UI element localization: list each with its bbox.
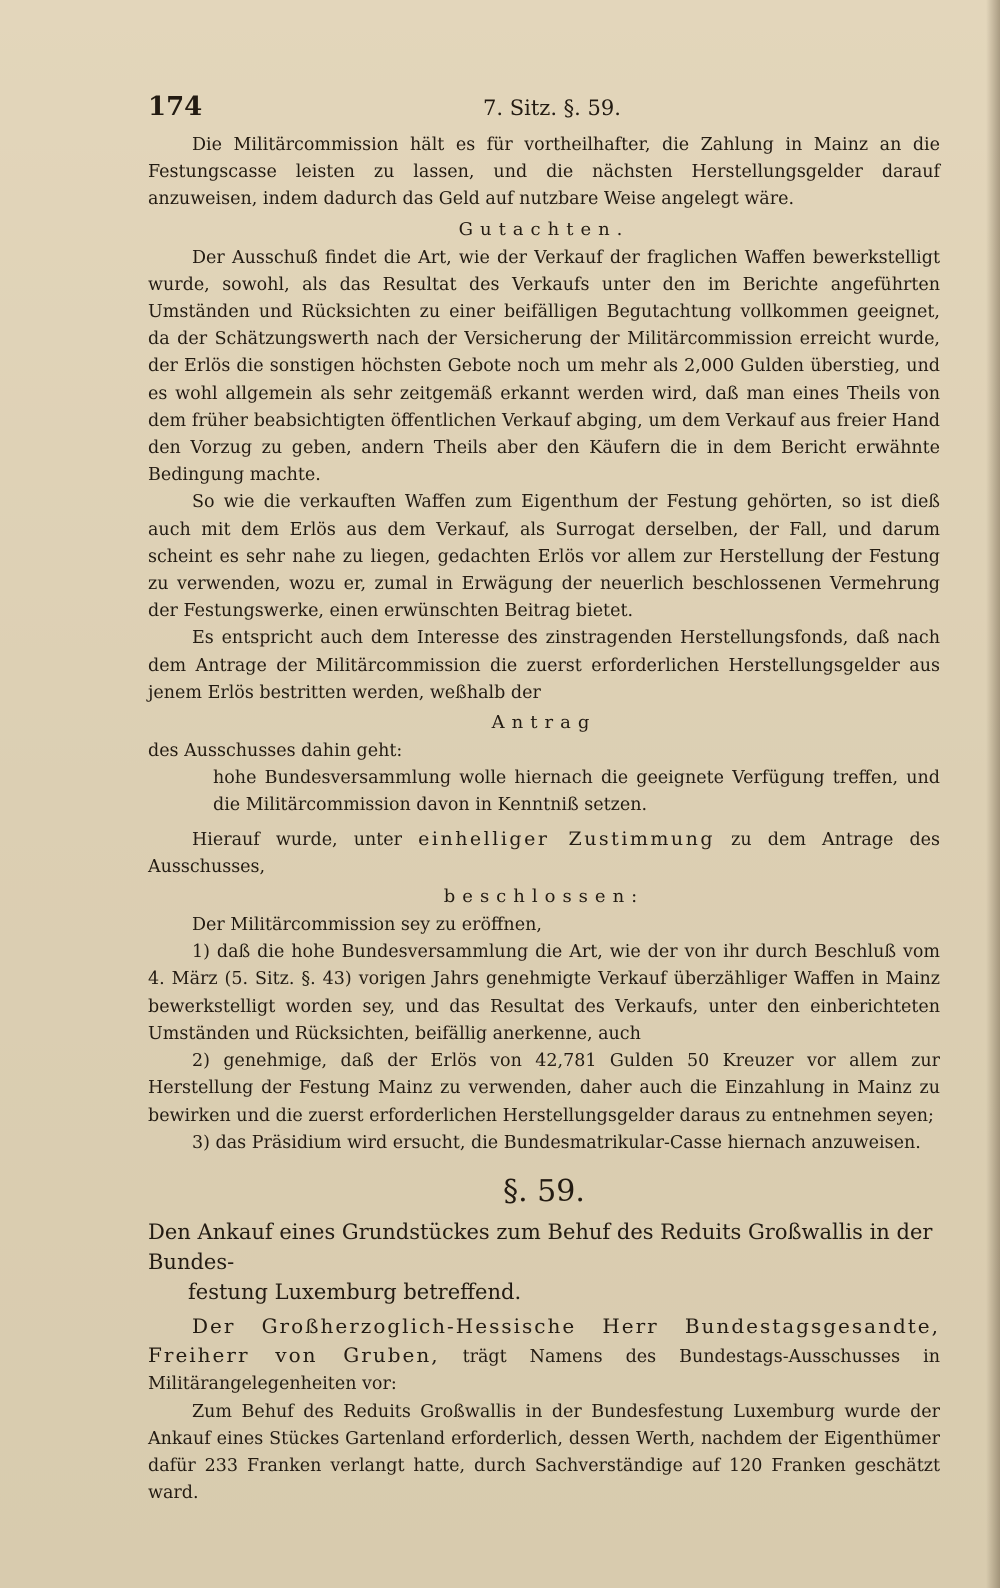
paragraph-antrag-text: hohe Bundesversammlung wolle hiernach die geeignete Verfügung treffen, und die Militärcommission davon in Kenntniß setzen. bbox=[213, 768, 940, 816]
section-title bbox=[148, 1217, 940, 1307]
paragraph-hierauf bbox=[148, 826, 940, 881]
hierauf-emphasis: einhelliger Zustimmung bbox=[418, 827, 716, 850]
hierauf-text-c: zu dem Antrage des Ausschusses, bbox=[148, 829, 940, 877]
paragraph-ausschuss: Der Ausschuß findet die Art, wie der Verkauf der fraglichen Waffen bewerkstelligt wurde, sowohl, als das Resultat des Verkaufs unter den im Berichte angeführten Umständen und Rücksichten zu einer beifälligen Begutachtung vollkommen geeignet, da der Schätzungswerth nach der Versicherung der Militärcommission erreicht wurde, der Erlös die sonstigen höchsten Gebote noch um mehr als 2,000 Gulden überstieg, und es wohl allgemein als sehr zeitgemäß erkannt werden wird, daß man eines Theils von dem früher beabsichtigten öffentlichen Verkauf abging, um dem Verkauf aus freier Hand den Vorzug zu geben, andern Theils aber den Käufern die in dem Bericht erwähnte Bedingung machte. bbox=[148, 247, 940, 486]
list-item-2: 2) genehmige, daß der Erlös von 42,781 Gulden 50 Kreuzer vor allem zur Herstellung der Festung Mainz zu verwenden, daher auch die Einzahlung in Mainz zu bewirken und die zuerst erforderlichen Herstellungsgelder daraus zu entnehmen seyen; bbox=[148, 1051, 940, 1126]
section-number: §. 59. bbox=[503, 1173, 585, 1209]
list-item-3: 3) das Präsidium wird ersucht, die Bundesmatrikular-Casse hiernach anzuweisen. bbox=[192, 1132, 921, 1153]
paragraph-interesse: Es entspricht auch dem Interesse des zinstragenden Herstellungsfonds, daß nach dem Antrage der Militärcommission die zuerst erforderlichen Herstellungsgelder aus jenem Erlös bestritten werden, weßhalb der bbox=[148, 628, 940, 703]
section-title-line1: Den Ankauf eines Grundstückes zum Behuf des Reduits Großwallis in der Bundes- bbox=[148, 1219, 933, 1274]
paragraph-eroeffnen: Der Militärcommission sey zu eröffnen, bbox=[192, 915, 542, 936]
page-header bbox=[148, 92, 940, 132]
running-head: 7. Sitz. §. 59. bbox=[483, 96, 621, 120]
section-title-line2: festung Luxemburg betreffend. bbox=[188, 1279, 522, 1304]
paragraph-militaercommission: Die Militärcommission hält es für vortheilhafter, die Zahlung in Mainz an die Festungscasse leisten zu lassen, und die nächsten Herstellungsgelder darauf anzuweisen, indem dadurch das Geld auf nutzbare Weise angelegt wäre. bbox=[148, 135, 940, 210]
heading-gutachten: Gutachten. bbox=[458, 218, 630, 240]
paragraph-ankauf: Zum Behuf des Reduits Großwallis in der Bundesfestung Luxemburg wurde der Ankauf eines Stückes Gartenland erforderlich, dessen Werth, nachdem der Eigenthümer dafür 233 Franken verlangt hatte, durch Sachverständige auf 120 Franken geschätzt ward. bbox=[148, 1401, 940, 1504]
gesandte-text: trägt Namens des Bundestags-Ausschusses in Militärangelegenheiten vor: bbox=[148, 1347, 941, 1395]
hierauf-text-a: Hierauf wurde, unter bbox=[192, 829, 419, 850]
paragraph-gesandte bbox=[148, 1313, 940, 1399]
heading-antrag: Antrag bbox=[491, 712, 597, 734]
paragraph-waffen: So wie die verkauften Waffen zum Eigenthum der Festung gehörten, so ist dieß auch mit dem Erlös aus dem Verkauf, als Surrogat derselben, der Fall, und darum scheint es sehr nahe zu liegen, gedachten Erlös vor allem zur Herstellung der Festung zu verwenden, wozu er, zumal in Erwägung der neuerlich beschlossenen Vermehrung der Festungswerke, einen erwünschten Beitrag bietet. bbox=[148, 492, 940, 622]
page-number: 174 bbox=[148, 92, 203, 122]
gesandte-name: Der Großherzoglich-Hessische Herr Bundestagsgesandte, Freiherr von Gruben, bbox=[148, 1313, 940, 1368]
heading-beschlossen: beschlossen: bbox=[443, 886, 645, 908]
list-item-1: 1) daß die hohe Bundesversammlung die Art, wie der von ihr durch Beschluß vom 4. März (5. Sitz. §. 43) vorigen Jahrs genehmigte Verkauf überzähliger Waffen in Mainz bewerkstelligt worden sey, und das Resultat des Verkaufs, unter den einberichteten Umständen und Rücksichten, beifällig anerkenne, auch bbox=[148, 942, 940, 1044]
paragraph-antrag-intro: des Ausschusses dahin geht: bbox=[148, 741, 403, 762]
